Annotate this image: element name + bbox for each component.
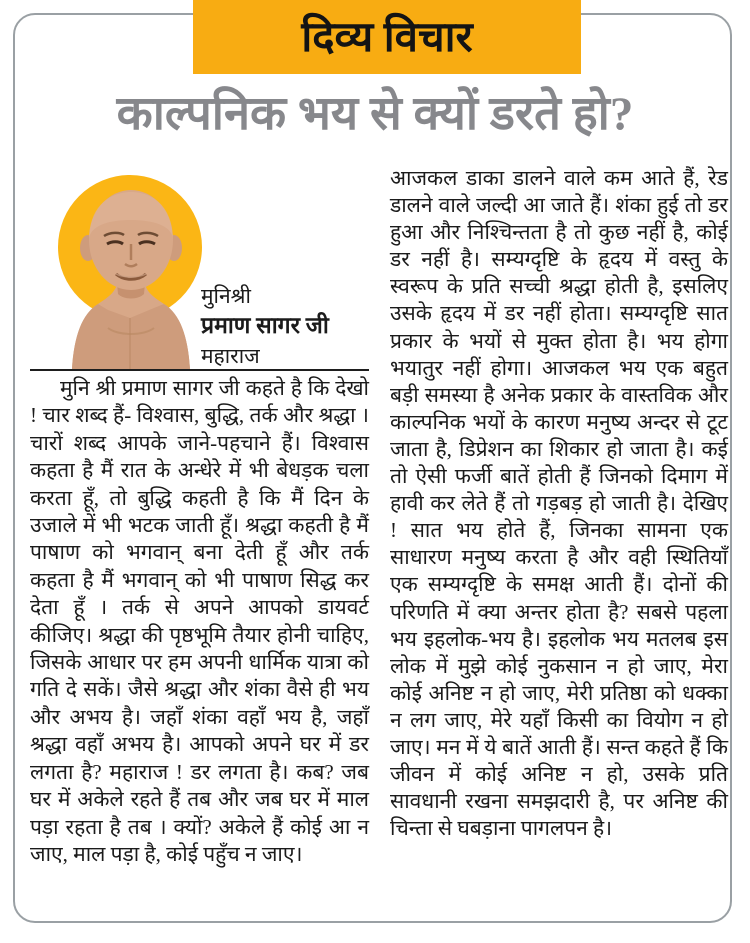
section-banner — [193, 0, 581, 74]
caption-divider-rule — [30, 369, 369, 371]
article-headline: काल्पनिक भय से क्यों डरते हो? — [116, 88, 634, 140]
section-banner-title: दिव्य विचार — [301, 15, 473, 61]
author-photo — [30, 168, 215, 369]
author-title: महाराज — [201, 344, 260, 368]
article-right-column-text: आजकल डाका डालने वाले कम आते हैं, रेड डालने वाले जल्दी आ जाते हैं। शंका हुई तो डर हुआ और निश्चिन्तता है तो कुछ नहीं है, कोई डर नहीं है। सम्यग्दृष्टि के हृदय में वस्तु के स्वरूप के प्रति सच्ची श्रद्धा होती है, इसलिए उसके हृदय में डर नहीं होता। सम्यग्दृष्टि सात प्रकार के भयों से मुक्त होता है। भय होगा भयातुर नहीं होगा। आजकल भय एक बहुत बड़ी समस्या है अनेक प्रकार के वास्तविक और काल्पनिक भयों के कारण मनुष्य अन्दर से टूट जाता है, डिप्रेशन का शिकार हो जाता है। कई तो ऐसी फर्जी बातें होती हैं जिनको दिमाग में हावी कर लेते हैं तो गड़बड़ हो जाती है। देखिए ! सात भय होते हैं, जिनका सामना एक साधारण मनुष्य करता है और वही स्थितियाँ एक सम्यग्दृष्टि के समक्ष आती हैं। दोनों की परिणति में क्या अन्तर होता है? सबसे पहला भय इहलोक-भय है। इहलोक भय मतलब इस लोक में मुझे कोई नुकसान न हो जाए, मेरा कोई अनिष्ट न हो जाए, मेरी प्रतिष्ठा को धक्का न लग जाए, मेरे यहाँ किसी का वियोग न हो जाए। मन में ये बातें आती हैं। सन्त कहते हैं कि जीवन में कोई अनिष्ट न हो, उसके प्रति सावधानी रखना समझदारी है, पर अनिष्ट की चिन्ता से घबड़ाना पागलपन है। — [390, 166, 728, 841]
author-honorific: मुनिश्री — [201, 284, 251, 308]
author-name: प्रमाण सागर जी — [201, 313, 329, 338]
article-right-column — [390, 165, 728, 842]
author-caption — [201, 281, 369, 371]
article-left-column — [30, 375, 369, 868]
monk-portrait-illustration — [30, 168, 215, 369]
article-left-column-text: मुनि श्री प्रमाण सागर जी कहते है कि देखो ! चार शब्द हैं- विश्वास, बुद्धि, तर्क और श्रद्धा । चारों शब्द आपके जाने-पहचाने हैं। विश्वास कहता है मैं रात के अन्धेरे में भी बेधड़क चला करता हूँ, तो बुद्धि कहती है कि मैं दिन के उजाले में भी भटक जाती हूँ। श्रद्धा कहती है मैं पाषाण को भगवान् बना देती हूँ और तर्क कहता है मैं भगवान् को भी पाषाण सिद्ध कर देता हूँ । तर्क से अपने आपको डायवर्ट कीजिए। श्रद्धा की पृष्ठभूमि तैयार होनी चाहिए, जिसके आधार पर हम अपनी धार्मिक यात्रा को गति दे सकें। जैसे श्रद्धा और शंका वैसे ही भय और अभय है। जहाँ शंका वहाँ भय है, जहाँ श्रद्धा वहाँ अभय है। आपको अपने घर में डर लगता है? महाराज ! डर लगता है। कब? जब घर में अकेले रहते हैं तब और जब घर में माल पड़ा रहता है तब । क्यों? अकेले हैं कोई आ न जाए, माल पड़ा है, कोई पहुँच न जाए। — [30, 376, 369, 866]
